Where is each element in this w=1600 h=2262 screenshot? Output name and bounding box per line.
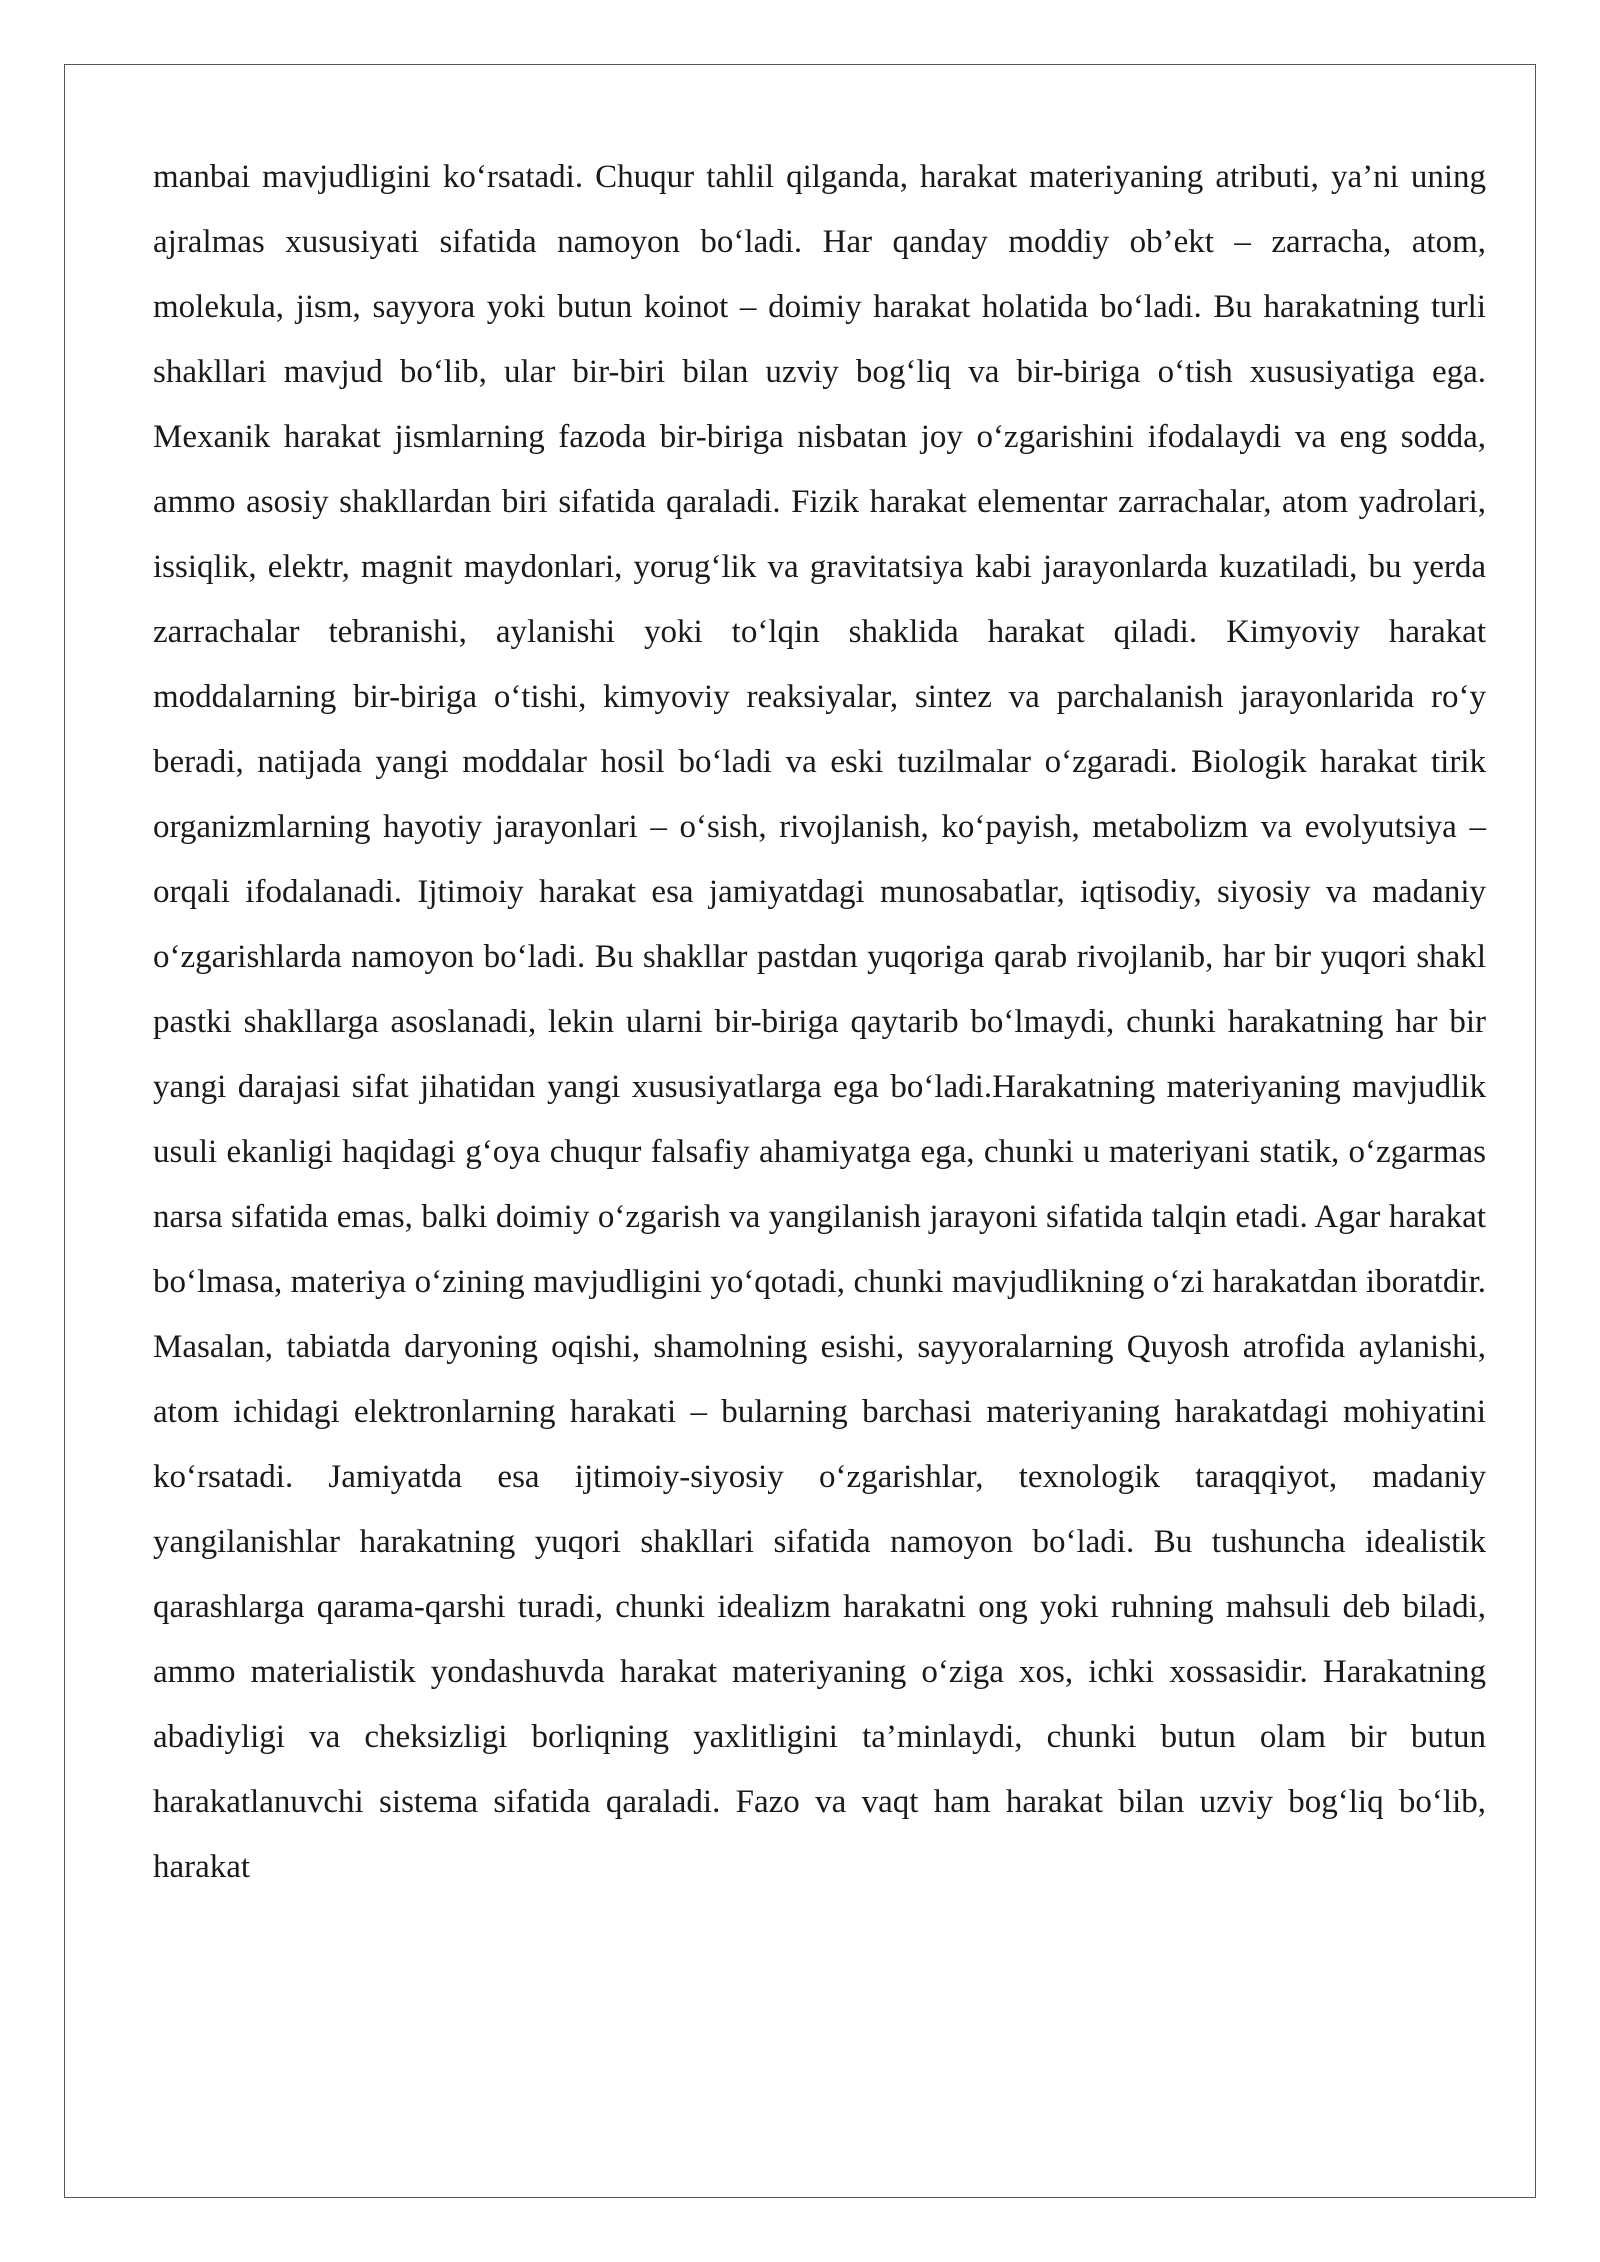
body-paragraph: manbai mavjudligini ko‘rsatadi. Chuqur tahlil qilganda, harakat materiyaning atributi, ya’ni uning ajralmas xususiyati sifatida namoyon bo‘ladi. Har qanday moddiy ob’ekt – zarracha, atom, molekula, jism, sayyora yoki butun koinot – doimiy harakat holatida bo‘ladi. Bu harakatning turli shakllari mavjud bo‘lib, ular bir-biri bilan uzviy bog‘liq va bir-biriga o‘tish xususiyatiga ega. Mexanik harakat jismlarning fazoda bir-biriga nisbatan joy o‘zgarishini ifodalaydi va eng sodda, ammo asosiy shakllardan biri sifatida qaraladi. Fizik harakat elementar zarrachalar, atom yadrolari, issiqlik, elektr, magnit maydonlari, yorug‘lik va gravitatsiya kabi jarayonlarda kuzatiladi, bu yerda zarrachalar tebranishi, aylanishi yoki to‘lqin shaklida harakat qiladi. Kimyoviy harakat moddalarning bir-biriga o‘tishi, kimyoviy reaksiyalar, sintez va parchalanish jarayonlarida ro‘y beradi, natijada yangi moddalar hosil bo‘ladi va eski tuzilmalar o‘zgaradi. Biologik harakat tirik organizmlarning hayotiy jarayonlari – o‘sish, rivojlanish, ko‘payish, metabolizm va evolyutsiya – orqali ifodalanadi. Ijtimoiy harakat esa jamiyatdagi munosabatlar, iqtisodiy, siyosiy va madaniy o‘zgarishlarda namoyon bo‘ladi. Bu shakllar pastdan yuqoriga qarab rivojlanib, har bir yuqori shakl pastki shakllarga asoslanadi, lekin ularni bir-biriga qaytarib bo‘lmaydi, chunki harakatning har bir yangi darajasi sifat jihatidan yangi xususiyatlarga ega bo‘ladi.Harakatning materiyaning mavjudlik usuli ekanligi haqidagi g‘oya chuqur falsafiy ahamiyatga ega, chunki u materiyani statik, o‘zgarmas narsa sifatida emas, balki doimiy o‘zgarish va yangilanish jarayoni sifatida talqin etadi. Agar harakat bo‘lmasa, materiya o‘zining mavjudligini yo‘qotadi, chunki mavjudlikning o‘zi harakatdan iboratdir. Masalan, tabiatda daryoning oqishi, shamolning esishi, sayyoralarning Quyosh atrofida aylanishi, atom ichidagi elektronlarning harakati – bularning barchasi materiyaning harakatdagi mohiyatini ko‘rsatadi. Jamiyatda esa ijtimoiy-siyosiy o‘zgarishlar, texnologik taraqqiyot, madaniy yangilanishlar harakatning yuqori shakllari sifatida namoyon bo‘ladi. Bu tushuncha idealistik qarashlarga qarama-qarshi turadi, chunki idealizm harakatni ong yoki ruhning mahsuli deb biladi, ammo materialistik yondashuvda harakat materiyaning o‘ziga xos, ichki xossasidir. Harakatning abadiyligi va cheksizligi borliqning yaxlitligini ta’minlaydi, chunki butun olam bir butun harakatlanuvchi sistema sifatida qaraladi. Fazo va vaqt ham harakat bilan uzviy bog‘liq bo‘lib, harakat (153, 159, 1486, 1885)
